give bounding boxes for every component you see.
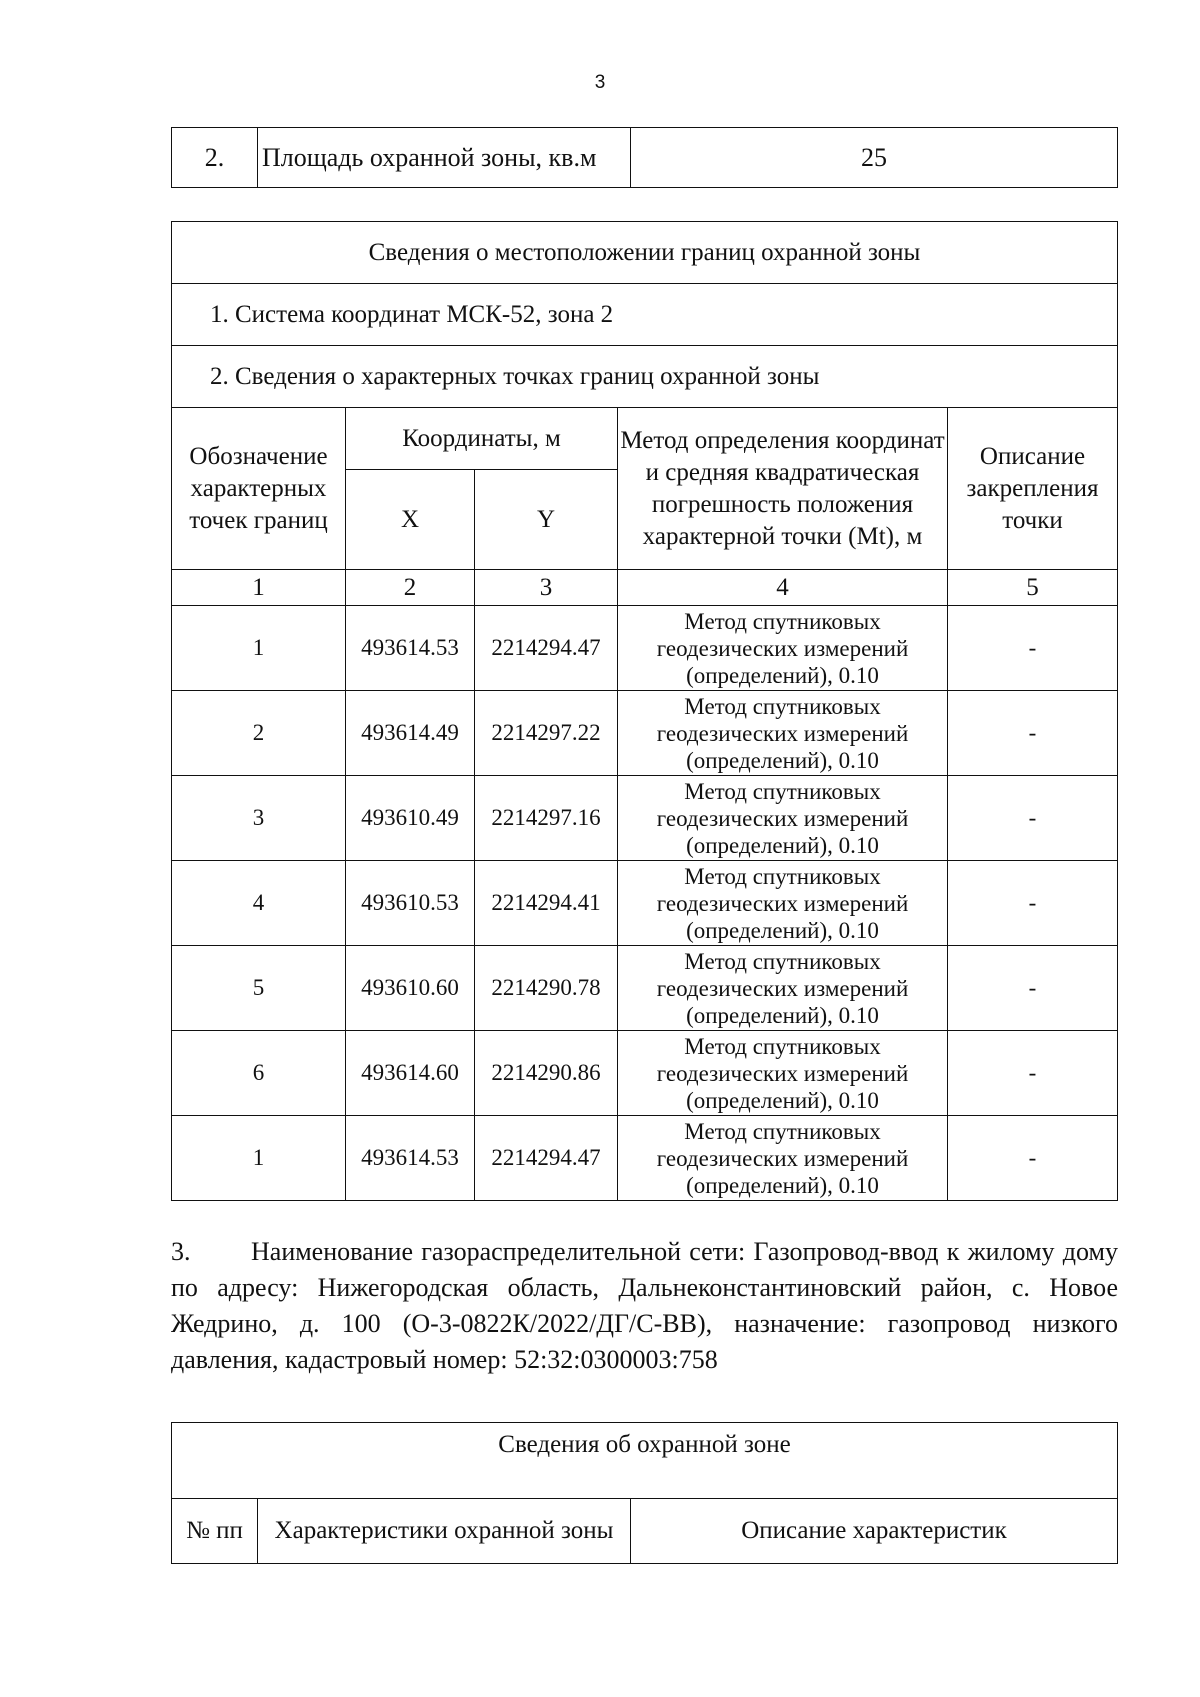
header-number: № пп	[172, 1499, 258, 1564]
point-y: 2214297.22	[475, 691, 618, 776]
column-number: 4	[618, 570, 948, 606]
column-number: 2	[346, 570, 475, 606]
point-y: 2214294.41	[475, 861, 618, 946]
column-number: 3	[475, 570, 618, 606]
point-x: 493614.49	[346, 691, 475, 776]
column-number: 1	[172, 570, 346, 606]
point-x: 493614.53	[346, 606, 475, 691]
boundary-points-table	[171, 221, 1118, 1201]
point-id: 5	[172, 946, 346, 1031]
table-row	[172, 284, 1118, 346]
table-row	[172, 1116, 1118, 1201]
header-description: Описание закрепления точки	[948, 408, 1118, 570]
area-row-label: Площадь охранной зоны, кв.м	[258, 128, 631, 188]
point-method: Метод спутниковых геодезических измерений (определений), 0.10	[618, 946, 948, 1031]
point-description: -	[948, 606, 1118, 691]
table-row	[172, 128, 1118, 188]
column-number: 5	[948, 570, 1118, 606]
table-row	[172, 1031, 1118, 1116]
point-x: 493610.60	[346, 946, 475, 1031]
point-description: -	[948, 1031, 1118, 1116]
header-method: Метод определения координат и средняя квадратическая погрешность положения характерной точки (Mt), м	[618, 408, 948, 570]
point-description: -	[948, 691, 1118, 776]
point-method: Метод спутниковых геодезических измерений (определений), 0.10	[618, 1116, 948, 1201]
point-description: -	[948, 1116, 1118, 1201]
point-method: Метод спутниковых геодезических измерений (определений), 0.10	[618, 1031, 948, 1116]
coordinate-system: 1. Система координат МСК-52, зона 2	[172, 284, 1118, 346]
point-method: Метод спутниковых геодезических измерений (определений), 0.10	[618, 606, 948, 691]
paragraph-text: Наименование газораспределительной сети: Газопровод-ввод к жилому дому по адресу: Нижегородская область, Дальнеконстантиновский район, с. Новое Жедрино, д. 100 (О-3-0822К/2022/ДГ/С-ВВ), назначение: газопровод низкого давления, кадастровый номер: 52:32:0300003:758	[171, 1237, 1118, 1374]
header-coordinates: Координаты, м	[346, 408, 618, 470]
header-y: Y	[475, 470, 618, 570]
point-method: Метод спутниковых геодезических измерений (определений), 0.10	[618, 691, 948, 776]
area-row-value: 25	[631, 128, 1118, 188]
point-y: 2214294.47	[475, 1116, 618, 1201]
table-row	[172, 776, 1118, 861]
column-number-row	[172, 570, 1118, 606]
point-x: 493610.49	[346, 776, 475, 861]
point-y: 2214297.16	[475, 776, 618, 861]
table-row	[172, 861, 1118, 946]
table-header-row	[172, 1499, 1118, 1564]
network-description-paragraph	[171, 1234, 1118, 1378]
point-id: 1	[172, 606, 346, 691]
header-x: X	[346, 470, 475, 570]
point-id: 1	[172, 1116, 346, 1201]
area-table	[171, 127, 1118, 188]
point-id: 4	[172, 861, 346, 946]
point-x: 493614.60	[346, 1031, 475, 1116]
zone-table-title: Сведения об охранной зоне	[172, 1423, 1118, 1499]
point-description: -	[948, 776, 1118, 861]
points-subtitle: 2. Сведения о характерных точках границ охранной зоны	[172, 346, 1118, 408]
point-id: 3	[172, 776, 346, 861]
table-row	[172, 346, 1118, 408]
point-description: -	[948, 946, 1118, 1031]
point-y: 2214294.47	[475, 606, 618, 691]
point-y: 2214290.86	[475, 1031, 618, 1116]
paragraph-number: 3.	[171, 1237, 191, 1266]
table-row	[172, 691, 1118, 776]
header-characteristics: Характеристики охранной зоны	[258, 1499, 631, 1564]
table-title-row	[172, 222, 1118, 284]
header-characteristics-description: Описание характеристик	[631, 1499, 1118, 1564]
header-designation: Обозначение характерных точек границ	[172, 408, 346, 570]
point-x: 493614.53	[346, 1116, 475, 1201]
point-id: 6	[172, 1031, 346, 1116]
protection-zone-table	[171, 1422, 1118, 1564]
table-header-row	[172, 408, 1118, 470]
table-title-row	[172, 1423, 1118, 1499]
page-number: 3	[594, 72, 606, 93]
points-table-title: Сведения о местоположении границ охранной зоны	[172, 222, 1118, 284]
table-row	[172, 946, 1118, 1031]
area-row-number: 2.	[172, 128, 258, 188]
table-row	[172, 606, 1118, 691]
point-method: Метод спутниковых геодезических измерений (определений), 0.10	[618, 776, 948, 861]
point-id: 2	[172, 691, 346, 776]
point-description: -	[948, 861, 1118, 946]
point-y: 2214290.78	[475, 946, 618, 1031]
point-method: Метод спутниковых геодезических измерений (определений), 0.10	[618, 861, 948, 946]
point-x: 493610.53	[346, 861, 475, 946]
